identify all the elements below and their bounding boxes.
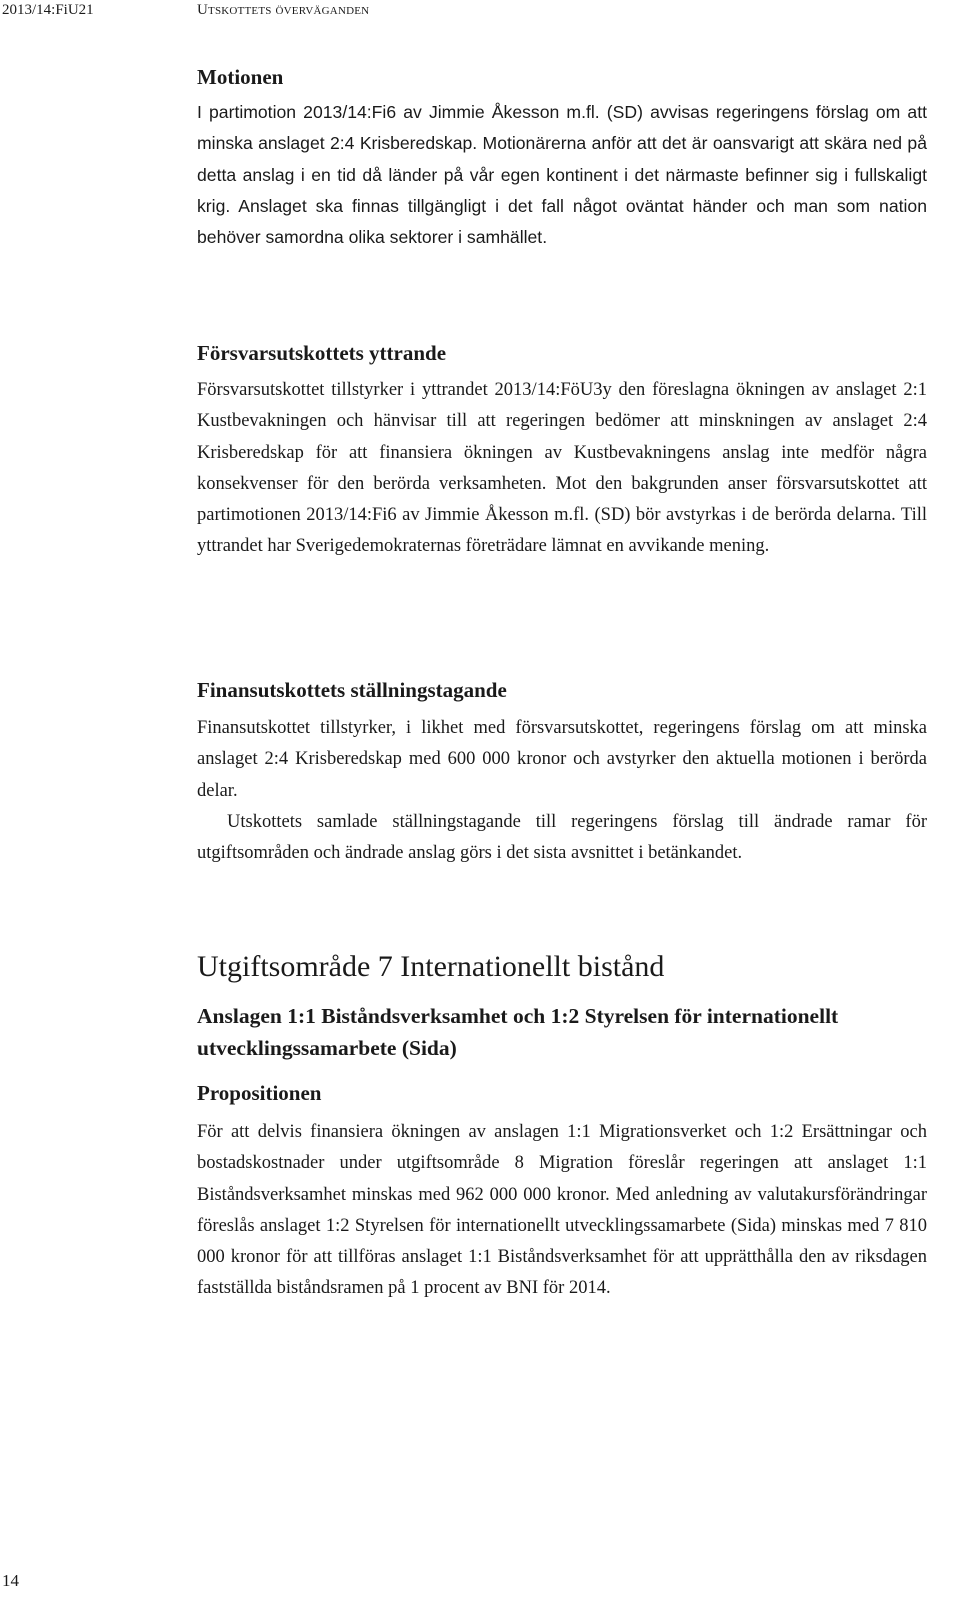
- motionen-body: [197, 97, 927, 253]
- section-title-header: Utskottets överväganden: [197, 2, 370, 18]
- finans-paragraph-1: Finansutskottet tillstyrker, i likhet med försvarsutskottet, regeringens förslag om att minska anslaget 2:4 Krisberedskap med 600 000 kronor och avstyrker den aktuella motionen i berörda delar.: [197, 718, 927, 801]
- document-id: 2013/14:FiU21: [2, 2, 94, 18]
- heading-forsvarsutskottets-yttrande: Försvarsutskottets yttrande: [197, 341, 447, 365]
- heading-motionen: Motionen: [197, 65, 284, 89]
- heading-utgiftsomrade-7: Utgiftsområde 7 Internationellt bistånd: [197, 950, 665, 983]
- heading-finansutskottets-stallningstagande: Finansutskottets ställningstagande: [197, 678, 507, 702]
- forsvar-paragraph: Försvarsutskottet tillstyrker i yttrandet 2013/14:FöU3y den föreslagna ökningen av anslaget 2:1 Kustbevakningen och hänvisar till att regeringen bedömer att minskningen av anslaget 2:4 Krisberedskap för att finansiera ökningen av Kustbevakningens anslag inte medför några konsekvenser för den berörda verksamheten. Mot den bakgrunden anser försvarsutskottet att partimotionen 2013/14:Fi6 av Jimmie Åkesson m.fl. (SD) bör avstyrkas i de berörda delarna. Till yttrandet har Sverigedemokraternas företrädare lämnat en avvikande mening.: [197, 380, 927, 557]
- running-header: [0, 0, 960, 20]
- finans-paragraph-2: Utskottets samlade ställningstagande till regeringens förslag till ändrade ramar för utgiftsområden och ändrade anslag görs i det sista avsnittet i betänkandet.: [197, 811, 927, 864]
- finans-body: [197, 713, 927, 869]
- heading-anslagen: Anslagen 1:1 Biståndsverksamhet och 1:2 Styrelsen för internationellt utvecklingssamarbete (Sida): [197, 1004, 839, 1060]
- motionen-paragraph: I partimotion 2013/14:Fi6 av Jimmie Åkesson m.fl. (SD) avvisas regeringens förslag om att minska anslaget 2:4 Krisberedskap. Motionärerna anför att det är oansvarigt att skära ned på detta anslag i en tid då länder på vår egen kontinent i det närmaste befinner sig i fullskaligt krig. Anslaget ska finnas tillgängligt i det fall något oväntat händer och man som nation behöver samordna olika sektorer i samhället.: [197, 102, 927, 248]
- forsvar-body: [197, 375, 927, 563]
- propositionen-paragraph: För att delvis finansiera ökningen av anslagen 1:1 Migrationsverket och 1:2 Ersättningar och bostadskostnader under utgiftsområde 8 Migration föreslår regeringen att anslaget 1:1 Biståndsverksamhet minskas med 962 000 000 kronor. Med anledning av valutakursförändringar föreslås anslaget 1:2 Styrelsen för internationellt utvecklingssamarbete (Sida) minskas med 7 810 000 kronor för att tillföras anslaget 1:1 Biståndsverksamhet för att upprätthålla den av riksdagen fastställda biståndsramen på 1 procent av BNI för 2014.: [197, 1122, 927, 1299]
- page-number: 14: [2, 1571, 19, 1590]
- heading-propositionen: Propositionen: [197, 1081, 322, 1105]
- propositionen-body: [197, 1117, 927, 1305]
